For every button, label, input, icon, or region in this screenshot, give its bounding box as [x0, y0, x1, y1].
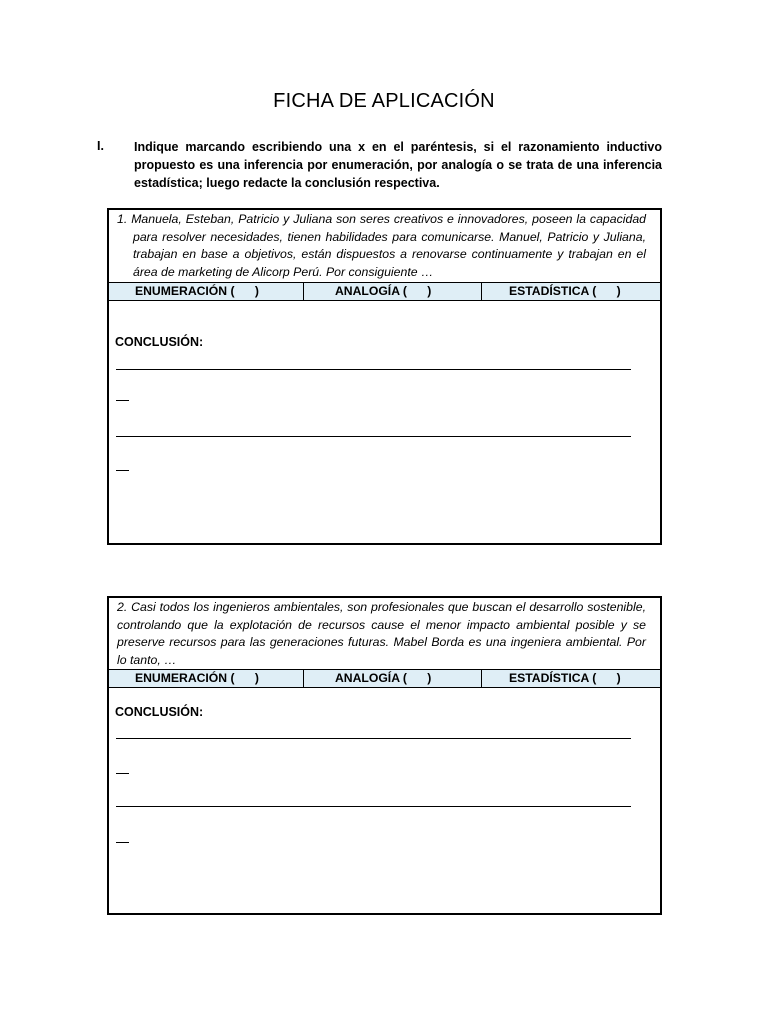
page-title: FICHA DE APLICACIÓN — [273, 90, 495, 112]
exercise-2-type-row — [109, 669, 660, 688]
exercise-2-premise: 2. Casi todos los ingenieros ambientales, son profesionales que buscan el desarrollo sostenible, controlando que la explotación de recursos cause el menor impacto ambiental posible y se preserve recursos para las generaciones futuras. Mabel Borda es una ingeniera ambiental. Por lo tanto, … — [117, 600, 646, 668]
instruction-text: Indique marcando escribiendo una x en el paréntesis, si el razonamiento inductivo propuesto es una inferencia por enumeración, por analogía o se trata de una inferencia estadística; luego redacte la conclusión respectiva. — [134, 140, 662, 190]
exercise-2-answer-line[interactable] — [116, 738, 631, 739]
exercise-2-answer-line-end — [116, 842, 129, 843]
exercise-1-answer-line-end — [116, 400, 129, 401]
exercise-2-box — [107, 596, 662, 915]
exercise-2-option-analogia[interactable]: ANALOGÍA ( ) — [304, 670, 482, 687]
exercise-1-answer-line[interactable] — [116, 369, 631, 370]
exercise-1-premise — [109, 210, 660, 282]
exercise-1-answer-line[interactable] — [116, 436, 631, 437]
exercise-1-premise-text: 1. Manuela, Esteban, Patricio y Juliana son seres creativos e innovadores, poseen la capacidad para resolver necesidades, tienen habilidades para comunicarse. Manuel, Patricio y Juliana, trabajan en base a objetivos, están dispuestos a renovarse continuamente y trabajan en el área de marketing de Alicorp Perú. Por consiguiente … — [117, 212, 646, 280]
exercise-2-answer-line[interactable] — [116, 806, 631, 807]
section-number: I. — [97, 139, 104, 153]
exercise-2-conclusion-label: CONCLUSIÓN: — [115, 705, 204, 719]
exercise-1-option-estadistica[interactable]: ESTADÍSTICA ( ) — [509, 284, 621, 298]
exercise-2-answer-line-end — [116, 773, 129, 774]
exercise-1-box — [107, 208, 662, 545]
exercise-1-type-row — [109, 282, 660, 301]
exercise-1-answer-line-end — [116, 470, 129, 471]
exercise-2-option-enumeracion[interactable]: ENUMERACIÓN ( ) — [109, 670, 304, 687]
exercise-1-option-enumeracion[interactable]: ENUMERACIÓN ( ) — [109, 283, 304, 300]
exercise-1-conclusion-label: CONCLUSIÓN: — [115, 335, 204, 349]
exercise-1-option-analogia[interactable]: ANALOGÍA ( ) — [304, 283, 482, 300]
exercise-2-option-estadistica[interactable]: ESTADÍSTICA ( ) — [509, 671, 621, 685]
